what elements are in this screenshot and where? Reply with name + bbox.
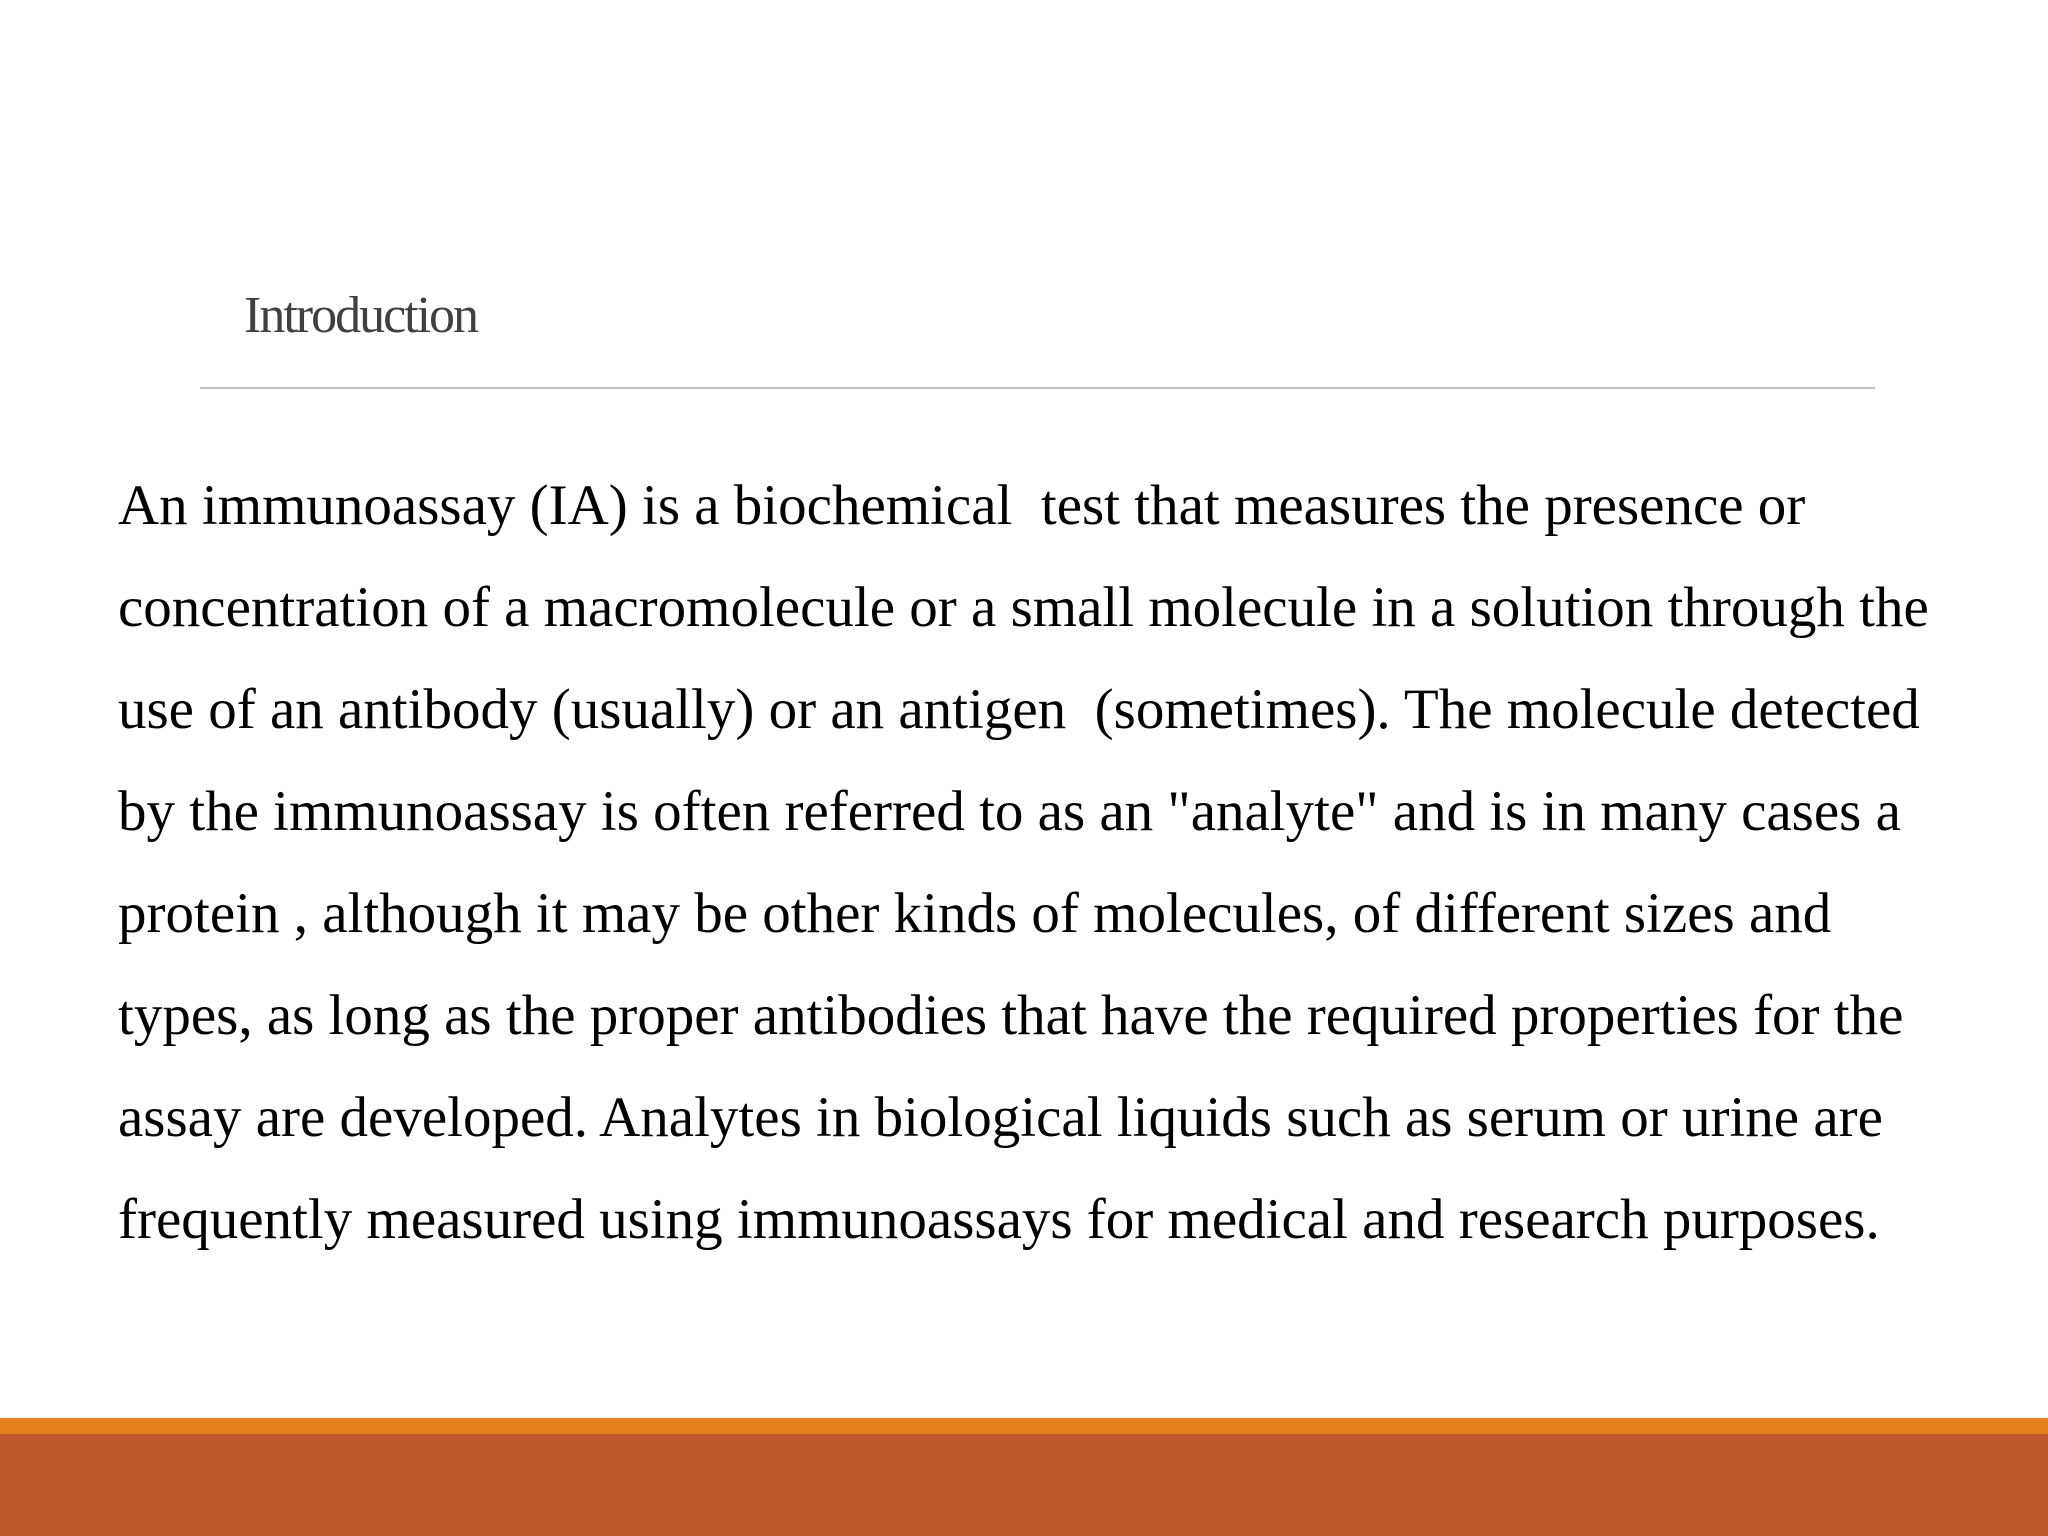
body-line: use of an antibody (usually) or an antigen (sometimes). The molecule detected	[118, 678, 1920, 741]
title-divider	[200, 387, 1875, 389]
body-line: frequently measured using immunoassays for medical and research purposes.	[118, 1188, 1880, 1251]
body-line: assay are developed. Analytes in biological liquids such as serum or urine are	[118, 1086, 1883, 1149]
footer-band	[0, 1434, 2048, 1536]
body-line: An immunoassay (IA) is a biochemical test that measures the presence or	[118, 474, 1806, 537]
body-line: by the immunoassay is often referred to as an "analyte" and is in many cases a	[118, 780, 1901, 843]
slide-title: Introduction	[244, 287, 478, 344]
body-line: types, as long as the proper antibodies that have the required properties for the	[118, 984, 1904, 1047]
body-line: protein , although it may be other kinds of molecules, of different sizes and	[118, 882, 1832, 945]
body-line: concentration of a macromolecule or a small molecule in a solution through the	[118, 576, 1929, 639]
footer-accent-stripe	[0, 1418, 2048, 1434]
